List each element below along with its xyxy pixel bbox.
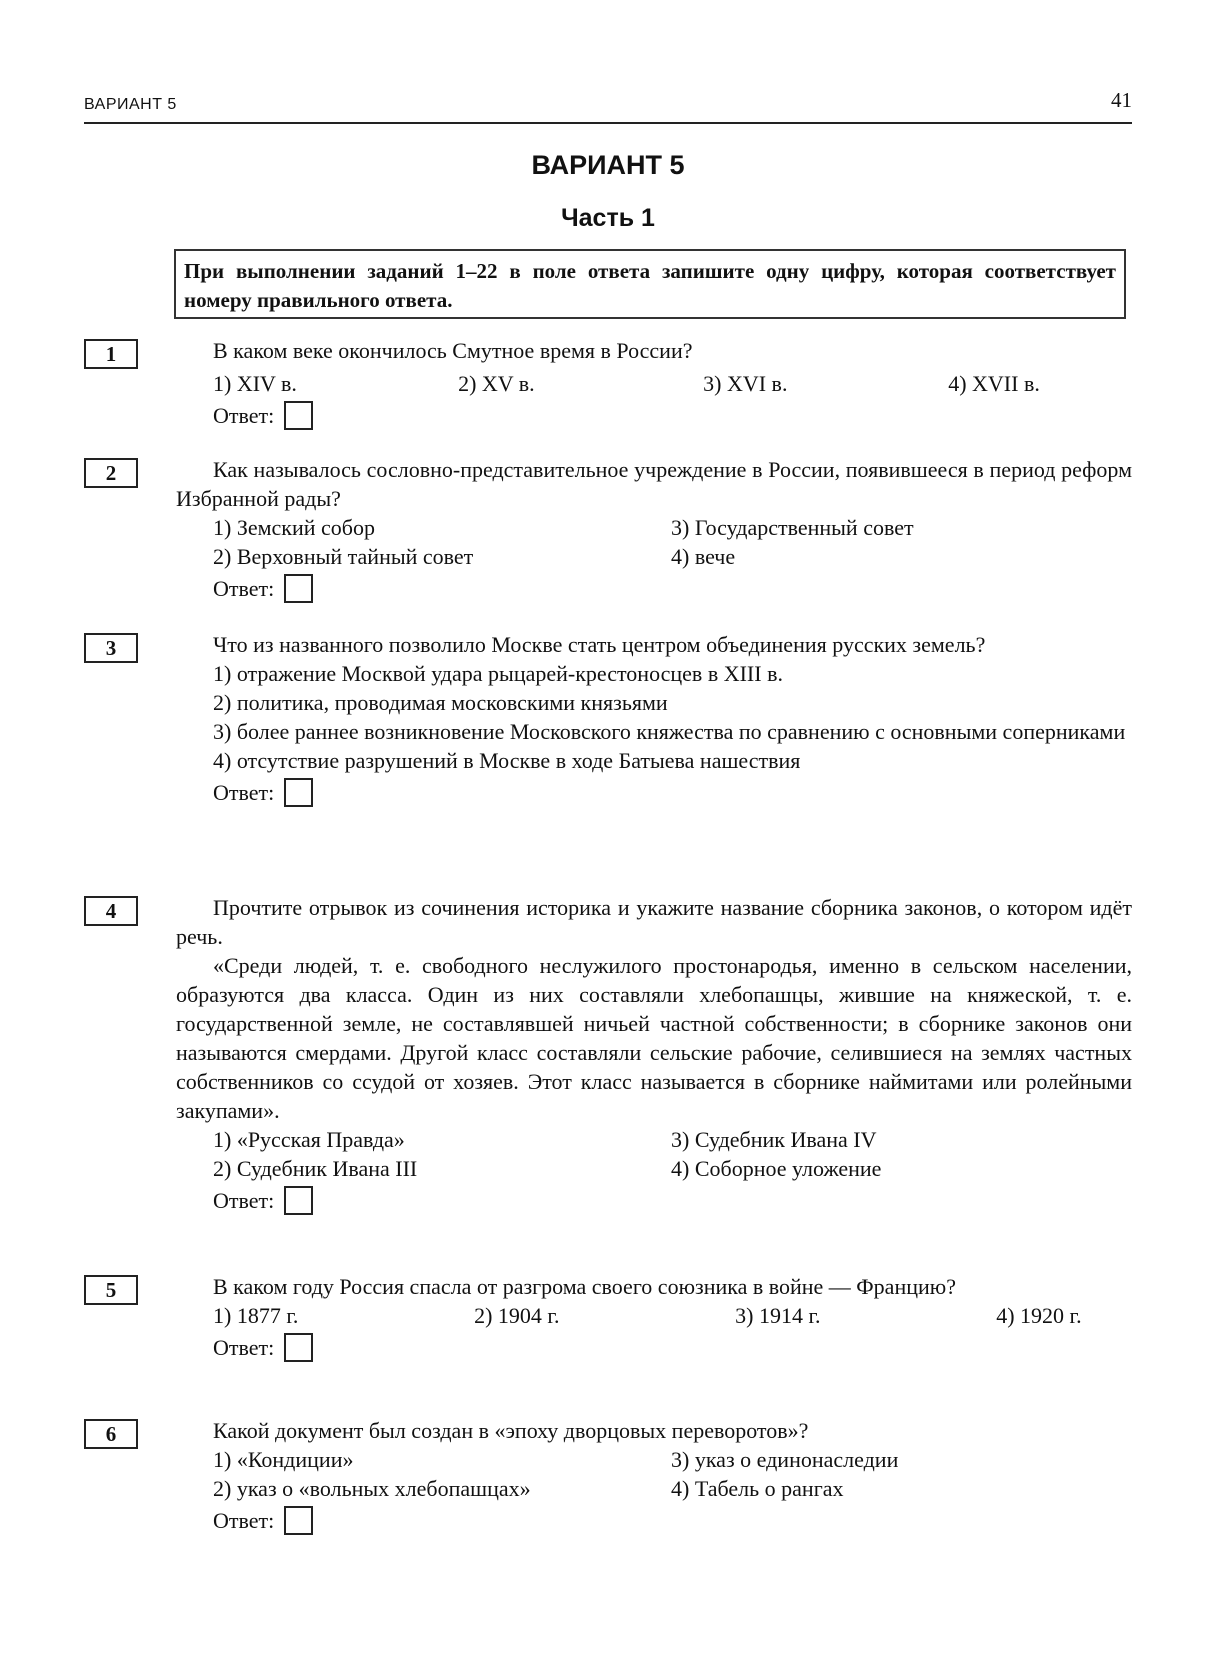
page-number: 41 [1111,88,1132,112]
header-divider [84,122,1132,124]
option: 1) XIV в. [213,371,297,396]
option: 2) указ о «вольных хлебопашцах» [213,1476,531,1501]
answer-box[interactable] [284,401,313,430]
task-4 [84,893,1132,1215]
option: 4) отсутствие разрушений в Москве в ходе Батыева нашествия [213,748,801,773]
question-text: Что из названного позволило Москве стать центром объединения русских земель? [213,632,986,657]
question-text: Какой документ был создан в «эпоху дворцовых переворотов»? [213,1418,809,1443]
answer-label: Ответ: [213,1508,275,1533]
instruction-box: При выполнении заданий 1–22 в поле ответа запишите одну цифру, которая соответствует номеру правильного ответа. [174,249,1126,319]
task-number: 4 [84,896,138,926]
option: 3) XVI в. [703,371,788,396]
page-title: ВАРИАНТ 5 [531,150,685,180]
answer-label: Ответ: [213,1335,275,1360]
option: 2) политика, проводимая московскими князьями [213,690,668,715]
answer-box[interactable] [284,778,313,807]
option: 4) вече [671,544,736,569]
option: 3) 1914 г. [735,1303,821,1328]
task-number: 3 [84,633,138,663]
option: 2) 1904 г. [474,1303,560,1328]
question-text: В каком веке окончилось Смутное время в России? [213,338,693,363]
task-number: 2 [84,458,138,488]
task-5 [84,1272,1132,1362]
answer-box[interactable] [284,1333,313,1362]
task-2 [84,455,1132,603]
option: 3) указ о единонаследии [671,1447,899,1472]
task-1 [84,336,1132,430]
option: 1) «Кондиции» [213,1447,354,1472]
option: 2) Верховный тайный совет [213,544,474,569]
task-number: 1 [84,339,138,369]
answer-box[interactable] [284,574,313,603]
option: 1) отражение Москвой удара рыцарей-крестоносцев в XIII в. [213,661,783,686]
option: 1) 1877 г. [213,1303,299,1328]
answer-label: Ответ: [213,576,275,601]
option: 4) 1920 г. [996,1303,1082,1328]
question-text: Прочтите отрывок из сочинения историка и укажите название сборника законов, о котором идёт речь. [176,895,1132,949]
running-header: ВАРИАНТ 5 [84,96,177,113]
option: 2) XV в. [458,371,535,396]
option: 3) более раннее возникновение Московского княжества по сравнению с основными соперниками [213,719,1126,744]
answer-box[interactable] [284,1506,313,1535]
option: 2) Судебник Ивана III [213,1156,418,1181]
answer-label: Ответ: [213,403,275,428]
question-text: Как называлось сословно-представительное учреждение в России, появившееся в период реформ Избранной рады? [176,457,1132,511]
historian-quote: «Среди людей, т. е. свободного неслужилого простонародья, именно в сельском населении, образуются два класса. Один из них составляли хлебопашцы, жившие на княжеской, т. е. государственной земле, не составлявшей ничьей частной собственности; в сборнике законов они называются смердами. Другой класс составляли сельские рабочие, селившиеся на землях частных собственников со ссудой от хозяев. Этот класс называется в сборнике наймитами или ролейными закупами». [176,953,1132,1123]
option: 3) Судебник Ивана IV [671,1127,877,1152]
part-title: Часть 1 [561,204,655,232]
task-number: 6 [84,1419,138,1449]
task-3 [84,630,1132,807]
task-6 [84,1416,1132,1535]
option: 4) XVII в. [948,371,1040,396]
option: 1) «Русская Правда» [213,1127,405,1152]
answer-box[interactable] [284,1186,313,1215]
option: 4) Табель о рангах [671,1476,844,1501]
answer-label: Ответ: [213,1188,275,1213]
task-number: 5 [84,1275,138,1305]
option: 4) Соборное уложение [671,1156,882,1181]
option: 1) Земский собор [213,515,375,540]
question-text: В каком году Россия спасла от разгрома своего союзника в войне — Францию? [213,1274,956,1299]
answer-label: Ответ: [213,780,275,805]
option: 3) Государственный совет [671,515,914,540]
